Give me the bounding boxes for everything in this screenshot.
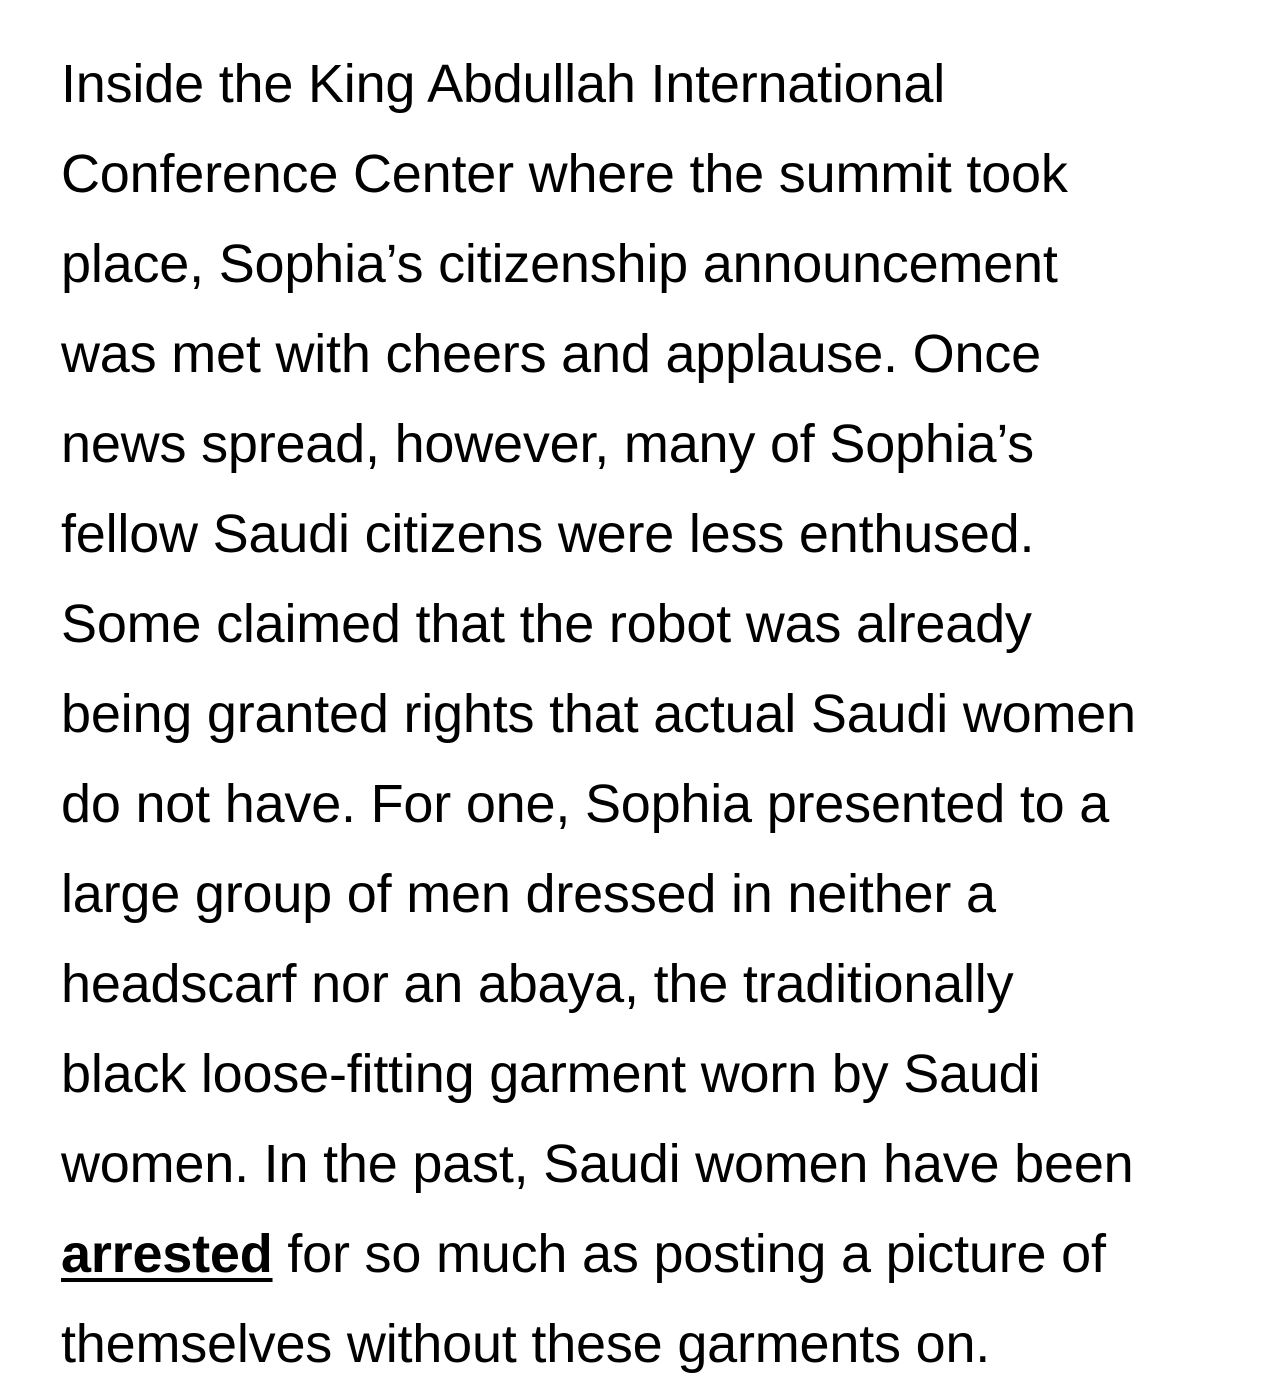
paragraph-line: black loose-fitting garment worn by Saudi <box>61 1044 1041 1104</box>
paragraph-line: do not have. For one, Sophia presented to a <box>61 774 1110 834</box>
paragraph-line: themselves without these garments on. <box>61 1314 991 1374</box>
article-paragraph <box>61 39 1236 1389</box>
paragraph-line: Inside the King Abdullah International <box>61 54 946 114</box>
paragraph-line: women. In the past, Saudi women have been <box>61 1134 1134 1194</box>
paragraph-line: fellow Saudi citizens were less enthused. <box>61 504 1035 564</box>
paragraph-line-with-link <box>61 1209 1236 1299</box>
paragraph-line: Some claimed that the robot was already <box>61 594 1032 654</box>
paragraph-line: large group of men dressed in neither a <box>61 864 996 924</box>
paragraph-text: for so much as posting a picture of <box>272 1224 1106 1284</box>
paragraph-line: was met with cheers and applause. Once <box>61 324 1041 384</box>
arrested-link[interactable]: arrested <box>61 1224 273 1284</box>
paragraph-line: being granted rights that actual Saudi women <box>61 684 1136 744</box>
paragraph-line: place, Sophia’s citizenship announcement <box>61 234 1058 294</box>
paragraph-line: news spread, however, many of Sophia’s <box>61 414 1034 474</box>
paragraph-line: headscarf nor an abaya, the traditionally <box>61 954 1014 1014</box>
paragraph-line: Conference Center where the summit took <box>61 144 1068 204</box>
